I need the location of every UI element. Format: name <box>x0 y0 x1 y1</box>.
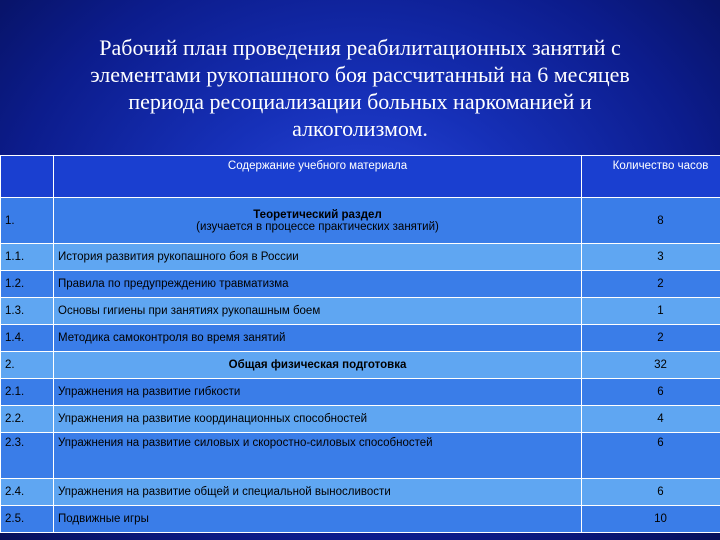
row-hours: 2 <box>582 271 720 298</box>
table-row <box>1 406 720 433</box>
header-content: Содержание учебного материала <box>54 156 582 198</box>
row-content: Упражнения на развитие общей и специальной выносливости <box>54 479 582 506</box>
row-hours: 10 <box>582 506 720 533</box>
row-hours: 8 <box>582 198 720 244</box>
header-hours: Количество часов <box>582 156 720 198</box>
row-content: История развития рукопашного боя в России <box>54 244 582 271</box>
row-num: 2.2. <box>1 406 54 433</box>
table-row <box>1 325 720 352</box>
row-content: Правила по предупреждению травматизма <box>54 271 582 298</box>
row-num: 2.5. <box>1 506 54 533</box>
row-content: Упражнения на развитие силовых и скоростно-силовых способностей <box>54 433 582 479</box>
row-num: 2.4. <box>1 479 54 506</box>
table-row <box>1 479 720 506</box>
row-content: Подвижные игры <box>54 506 582 533</box>
row-hours: 4 <box>582 406 720 433</box>
table-row <box>1 198 720 244</box>
row-num: 2. <box>1 352 54 379</box>
row-num: 2.1. <box>1 379 54 406</box>
table-row <box>1 352 720 379</box>
table-row <box>1 379 720 406</box>
table-header-row <box>1 156 720 198</box>
header-num <box>1 156 54 198</box>
row-content: Основы гигиены при занятиях рукопашным боем <box>54 298 582 325</box>
row-num: 2.3. <box>1 433 54 479</box>
table-row <box>1 433 720 479</box>
row-hours: 3 <box>582 244 720 271</box>
row-hours: 6 <box>582 433 720 479</box>
row-num: 1.4. <box>1 325 54 352</box>
row-content: Общая физическая подготовка <box>54 352 582 379</box>
row-num: 1.3. <box>1 298 54 325</box>
table-row <box>1 271 720 298</box>
row-hours: 1 <box>582 298 720 325</box>
row-hours: 6 <box>582 479 720 506</box>
table-row <box>1 506 720 533</box>
row-hours: 2 <box>582 325 720 352</box>
row-content: Упражнения на развитие гибкости <box>54 379 582 406</box>
row-num: 1.1. <box>1 244 54 271</box>
table-row <box>1 298 720 325</box>
row-hours: 32 <box>582 352 720 379</box>
row-num: 1.2. <box>1 271 54 298</box>
row-content: Упражнения на развитие координационных способностей <box>54 406 582 433</box>
section-subtitle: (изучается в процессе практических занятий) <box>196 220 439 233</box>
table-row <box>1 244 720 271</box>
row-num: 1. <box>1 198 54 244</box>
row-content: Методика самоконтроля во время занятий <box>54 325 582 352</box>
row-hours: 6 <box>582 379 720 406</box>
section-title: Теоретический раздел <box>253 208 382 221</box>
row-content <box>54 198 582 244</box>
slide-title: Рабочий план проведения реабилитационных занятий с элементами рукопашного боя рассчитанный на 6 месяцев периода ресоциализации больных наркоманией и алкоголизмом. <box>90 35 630 141</box>
plan-table <box>0 155 720 533</box>
